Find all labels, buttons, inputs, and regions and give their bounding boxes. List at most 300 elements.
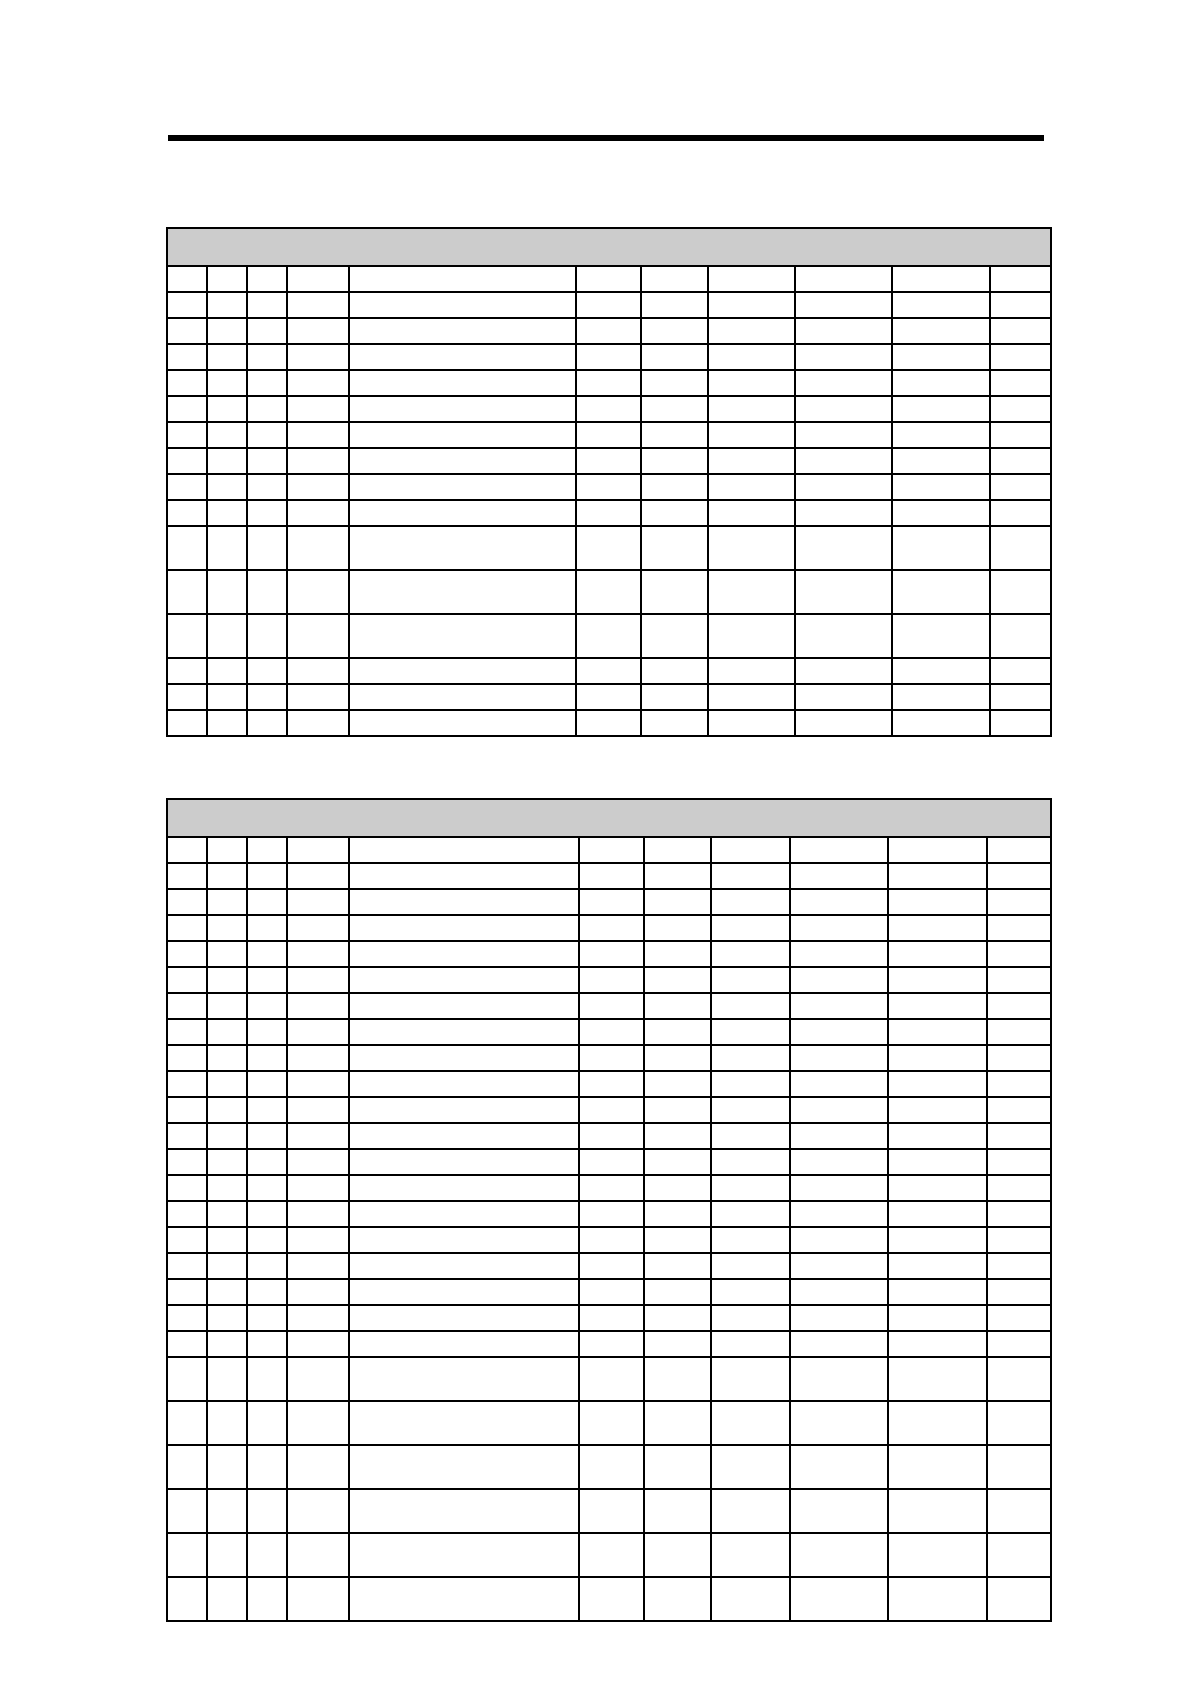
table-cell xyxy=(579,1253,644,1279)
table-cell xyxy=(167,1175,207,1201)
table-cell xyxy=(287,863,349,889)
table-cell xyxy=(349,1253,579,1279)
table-cell xyxy=(708,448,795,474)
table-cell xyxy=(247,500,287,526)
table-row xyxy=(167,1123,1051,1149)
table-cell xyxy=(579,1533,644,1577)
table-cell xyxy=(888,837,987,863)
table-cell xyxy=(576,266,641,292)
table-cell xyxy=(892,500,990,526)
table-row xyxy=(167,941,1051,967)
table-row xyxy=(167,1227,1051,1253)
table-cell xyxy=(644,1253,711,1279)
table-cell xyxy=(207,448,247,474)
table-cell xyxy=(579,1279,644,1305)
table-cell xyxy=(644,1331,711,1357)
table-cell xyxy=(349,1305,579,1331)
table-cell xyxy=(711,967,790,993)
table-cell xyxy=(576,344,641,370)
table-cell xyxy=(888,1305,987,1331)
table-cell xyxy=(207,915,247,941)
table-cell xyxy=(349,1279,579,1305)
table-cell xyxy=(207,1401,247,1445)
table-cell xyxy=(990,526,1051,570)
table-cell xyxy=(987,863,1051,889)
table-cell xyxy=(708,422,795,448)
table-cell xyxy=(167,1401,207,1445)
table-cell xyxy=(287,1071,349,1097)
table-row xyxy=(167,500,1051,526)
table-cell xyxy=(207,1445,247,1489)
table-cell xyxy=(708,684,795,710)
table-cell xyxy=(579,967,644,993)
table-cell xyxy=(349,266,576,292)
table-cell xyxy=(287,318,349,344)
table-cell xyxy=(247,1175,287,1201)
table-cell xyxy=(711,1357,790,1401)
table-cell xyxy=(576,474,641,500)
table-cell xyxy=(287,1489,349,1533)
table-cell xyxy=(287,396,349,422)
table-cell xyxy=(987,1445,1051,1489)
table-cell xyxy=(888,1331,987,1357)
table-cell xyxy=(892,266,990,292)
table-cell xyxy=(207,570,247,614)
table-cell xyxy=(247,1331,287,1357)
table-cell xyxy=(247,915,287,941)
table-cell xyxy=(247,1279,287,1305)
table-cell xyxy=(990,318,1051,344)
table-cell xyxy=(579,1331,644,1357)
table-cell xyxy=(711,1097,790,1123)
table-cell xyxy=(287,292,349,318)
table-cell xyxy=(167,526,207,570)
table-1-header xyxy=(167,228,1051,266)
table-cell xyxy=(888,1123,987,1149)
table-cell xyxy=(167,370,207,396)
table-cell xyxy=(990,684,1051,710)
table-cell xyxy=(641,500,708,526)
table-2 xyxy=(166,798,1052,1622)
table-cell xyxy=(207,1123,247,1149)
table-cell xyxy=(247,941,287,967)
table-cell xyxy=(349,1533,579,1577)
table-row xyxy=(167,993,1051,1019)
table-cell xyxy=(892,474,990,500)
table-cell xyxy=(349,1097,579,1123)
table-cell xyxy=(711,1123,790,1149)
table-cell xyxy=(987,1577,1051,1621)
table-cell xyxy=(888,915,987,941)
table-cell xyxy=(167,1305,207,1331)
table-cell xyxy=(987,1357,1051,1401)
table-cell xyxy=(644,941,711,967)
table-cell xyxy=(795,684,892,710)
table-cell xyxy=(641,422,708,448)
table-cell xyxy=(576,500,641,526)
table-cell xyxy=(349,1045,579,1071)
table-cell xyxy=(892,614,990,658)
table-cell xyxy=(987,1071,1051,1097)
table-cell xyxy=(711,1071,790,1097)
table-cell xyxy=(576,526,641,570)
table-cell xyxy=(349,1123,579,1149)
table-cell xyxy=(247,292,287,318)
table-cell xyxy=(790,1577,888,1621)
table-cell xyxy=(892,292,990,318)
table-cell xyxy=(641,396,708,422)
table-row xyxy=(167,1149,1051,1175)
table-cell xyxy=(349,448,576,474)
table-cell xyxy=(888,1357,987,1401)
table-cell xyxy=(990,710,1051,736)
table-cell xyxy=(579,837,644,863)
table-cell xyxy=(247,344,287,370)
table-cell xyxy=(287,614,349,658)
table-cell xyxy=(641,658,708,684)
table-cell xyxy=(644,1401,711,1445)
table-cell xyxy=(579,863,644,889)
table-cell xyxy=(711,1305,790,1331)
table-cell xyxy=(247,422,287,448)
table-cell xyxy=(287,684,349,710)
table-cell xyxy=(287,1123,349,1149)
table-cell xyxy=(708,526,795,570)
table-cell xyxy=(795,570,892,614)
table-row xyxy=(167,967,1051,993)
table-cell xyxy=(579,1019,644,1045)
table-cell xyxy=(287,1175,349,1201)
table-cell xyxy=(207,658,247,684)
table-cell xyxy=(247,1305,287,1331)
table-cell xyxy=(576,710,641,736)
table-cell xyxy=(247,710,287,736)
table-cell xyxy=(247,1123,287,1149)
table-cell xyxy=(790,1123,888,1149)
table-cell xyxy=(579,1227,644,1253)
table-cell xyxy=(247,448,287,474)
table-cell xyxy=(247,570,287,614)
table-cell xyxy=(287,915,349,941)
table-cell xyxy=(287,1331,349,1357)
table-cell xyxy=(349,837,579,863)
table-cell xyxy=(207,266,247,292)
table-cell xyxy=(987,967,1051,993)
table-cell xyxy=(711,1201,790,1227)
table-cell xyxy=(888,1097,987,1123)
table-cell xyxy=(644,889,711,915)
table-row xyxy=(167,915,1051,941)
table-cell xyxy=(167,614,207,658)
table-row xyxy=(167,318,1051,344)
table-cell xyxy=(167,684,207,710)
table-cell xyxy=(644,1227,711,1253)
table-cell xyxy=(711,1149,790,1175)
table-cell xyxy=(287,710,349,736)
table-cell xyxy=(576,292,641,318)
table-cell xyxy=(711,1227,790,1253)
table-cell xyxy=(579,1305,644,1331)
table-cell xyxy=(644,863,711,889)
table-cell xyxy=(349,318,576,344)
table-cell xyxy=(790,915,888,941)
table-cell xyxy=(888,993,987,1019)
table-cell xyxy=(167,658,207,684)
table-cell xyxy=(708,570,795,614)
table-cell xyxy=(349,292,576,318)
table-cell xyxy=(711,1279,790,1305)
table-cell xyxy=(892,344,990,370)
table-cell xyxy=(207,710,247,736)
table-cell xyxy=(711,863,790,889)
table-cell xyxy=(990,370,1051,396)
table-cell xyxy=(167,292,207,318)
table-cell xyxy=(790,967,888,993)
table-cell xyxy=(987,1253,1051,1279)
table-cell xyxy=(349,500,576,526)
table-cell xyxy=(644,1123,711,1149)
table-cell xyxy=(247,1253,287,1279)
table-cell xyxy=(207,967,247,993)
table-cell xyxy=(892,396,990,422)
table-cell xyxy=(644,1097,711,1123)
table-cell xyxy=(207,941,247,967)
table-cell xyxy=(987,1045,1051,1071)
table-cell xyxy=(888,1577,987,1621)
table-cell xyxy=(711,993,790,1019)
table-cell xyxy=(576,570,641,614)
table-cell xyxy=(641,474,708,500)
table-row xyxy=(167,658,1051,684)
table-cell xyxy=(349,1201,579,1227)
table-cell xyxy=(641,684,708,710)
table-cell xyxy=(790,837,888,863)
table-cell xyxy=(207,318,247,344)
table-cell xyxy=(247,370,287,396)
table-cell xyxy=(287,500,349,526)
table-row xyxy=(167,1331,1051,1357)
table-row xyxy=(167,396,1051,422)
table-cell xyxy=(641,370,708,396)
table-cell xyxy=(711,941,790,967)
table-cell xyxy=(349,1401,579,1445)
table-row xyxy=(167,526,1051,570)
table-cell xyxy=(247,1071,287,1097)
table-cell xyxy=(207,1071,247,1097)
table-cell xyxy=(711,837,790,863)
table-cell xyxy=(207,526,247,570)
table-row xyxy=(167,614,1051,658)
table-cell xyxy=(892,422,990,448)
table-cell xyxy=(711,1577,790,1621)
table-cell xyxy=(207,1201,247,1227)
table-row xyxy=(167,1489,1051,1533)
table-cell xyxy=(167,1071,207,1097)
table-cell xyxy=(349,1445,579,1489)
table-cell xyxy=(167,1533,207,1577)
table-cell xyxy=(167,448,207,474)
table-cell xyxy=(576,448,641,474)
table-cell xyxy=(287,1253,349,1279)
table-cell xyxy=(987,1279,1051,1305)
table-cell xyxy=(892,448,990,474)
table-2-header xyxy=(167,799,1051,837)
table-cell xyxy=(167,570,207,614)
table-cell xyxy=(795,292,892,318)
table-row xyxy=(167,710,1051,736)
table-cell xyxy=(795,614,892,658)
table-cell xyxy=(349,370,576,396)
table-cell xyxy=(990,474,1051,500)
table-cell xyxy=(247,396,287,422)
table-cell xyxy=(888,863,987,889)
table-cell xyxy=(795,500,892,526)
table-cell xyxy=(287,422,349,448)
table-cell xyxy=(207,1279,247,1305)
table-cell xyxy=(207,889,247,915)
table-cell xyxy=(247,658,287,684)
table-row xyxy=(167,1357,1051,1401)
table-cell xyxy=(349,474,576,500)
table-cell xyxy=(711,1489,790,1533)
table-cell xyxy=(287,1097,349,1123)
table-cell xyxy=(287,1445,349,1489)
table-cell xyxy=(287,1305,349,1331)
table-cell xyxy=(990,422,1051,448)
table-cell xyxy=(167,1445,207,1489)
table-cell xyxy=(287,1149,349,1175)
table-cell xyxy=(888,1401,987,1445)
table-cell xyxy=(167,1149,207,1175)
table-cell xyxy=(892,370,990,396)
table-cell xyxy=(287,1201,349,1227)
table-cell xyxy=(987,1201,1051,1227)
table-cell xyxy=(711,915,790,941)
table-cell xyxy=(641,344,708,370)
table-cell xyxy=(790,1227,888,1253)
table-cell xyxy=(644,1149,711,1175)
table-cell xyxy=(247,318,287,344)
table-cell xyxy=(167,941,207,967)
table-cell xyxy=(641,526,708,570)
table-cell xyxy=(247,1097,287,1123)
table-cell xyxy=(167,474,207,500)
table-cell xyxy=(576,422,641,448)
table-cell xyxy=(795,448,892,474)
table-cell xyxy=(644,1577,711,1621)
table-cell xyxy=(287,370,349,396)
table-cell xyxy=(247,993,287,1019)
table-cell xyxy=(795,396,892,422)
table-cell xyxy=(790,1357,888,1401)
table-cell xyxy=(987,889,1051,915)
table-cell xyxy=(644,1071,711,1097)
table-cell xyxy=(247,1357,287,1401)
table-cell xyxy=(167,1227,207,1253)
table-1 xyxy=(166,227,1052,737)
table-cell xyxy=(711,889,790,915)
table-cell xyxy=(207,500,247,526)
table-cell xyxy=(167,1097,207,1123)
table-cell xyxy=(644,1045,711,1071)
table-cell xyxy=(708,474,795,500)
table-cell xyxy=(167,1123,207,1149)
table-cell xyxy=(708,370,795,396)
table-cell xyxy=(167,1253,207,1279)
table-row xyxy=(167,570,1051,614)
table-cell xyxy=(247,1577,287,1621)
table-cell xyxy=(888,1175,987,1201)
table-cell xyxy=(349,684,576,710)
table-cell xyxy=(987,941,1051,967)
table-cell xyxy=(888,941,987,967)
table-cell xyxy=(349,1175,579,1201)
table-cell xyxy=(207,1045,247,1071)
table-cell xyxy=(987,1401,1051,1445)
table-cell xyxy=(349,1071,579,1097)
table-cell xyxy=(579,1071,644,1097)
table-cell xyxy=(790,1331,888,1357)
table-row xyxy=(167,422,1051,448)
table-cell xyxy=(790,1489,888,1533)
table-cell xyxy=(708,500,795,526)
table-cell xyxy=(579,993,644,1019)
table-cell xyxy=(888,1279,987,1305)
table-cell xyxy=(207,1577,247,1621)
table-cell xyxy=(790,1445,888,1489)
table-cell xyxy=(287,344,349,370)
table-cell xyxy=(247,1445,287,1489)
table-cell xyxy=(207,1097,247,1123)
table-cell xyxy=(207,684,247,710)
table-cell xyxy=(247,1227,287,1253)
table-cell xyxy=(790,1097,888,1123)
table-cell xyxy=(644,1533,711,1577)
table-cell xyxy=(641,614,708,658)
table-cell xyxy=(207,422,247,448)
table-cell xyxy=(287,889,349,915)
table-cell xyxy=(708,292,795,318)
table-cell xyxy=(579,1045,644,1071)
table-cell xyxy=(167,318,207,344)
table-cell xyxy=(167,710,207,736)
table-cell xyxy=(579,1123,644,1149)
table-row xyxy=(167,837,1051,863)
table-cell xyxy=(987,1149,1051,1175)
table-cell xyxy=(644,993,711,1019)
table-row xyxy=(167,1401,1051,1445)
table-row xyxy=(167,1253,1051,1279)
table-cell xyxy=(247,1045,287,1071)
table-cell xyxy=(892,318,990,344)
table-cell xyxy=(167,1201,207,1227)
table-cell xyxy=(990,344,1051,370)
table-cell xyxy=(349,710,576,736)
table-cell xyxy=(247,1489,287,1533)
table-cell xyxy=(349,1577,579,1621)
table-cell xyxy=(287,658,349,684)
table-cell xyxy=(711,1331,790,1357)
table-cell xyxy=(167,1019,207,1045)
table-cell xyxy=(207,1331,247,1357)
table-cell xyxy=(207,1533,247,1577)
table-cell xyxy=(579,941,644,967)
table-cell xyxy=(287,837,349,863)
table-cell xyxy=(987,837,1051,863)
table-cell xyxy=(349,1019,579,1045)
table-cell xyxy=(207,1489,247,1533)
table-row xyxy=(167,1019,1051,1045)
